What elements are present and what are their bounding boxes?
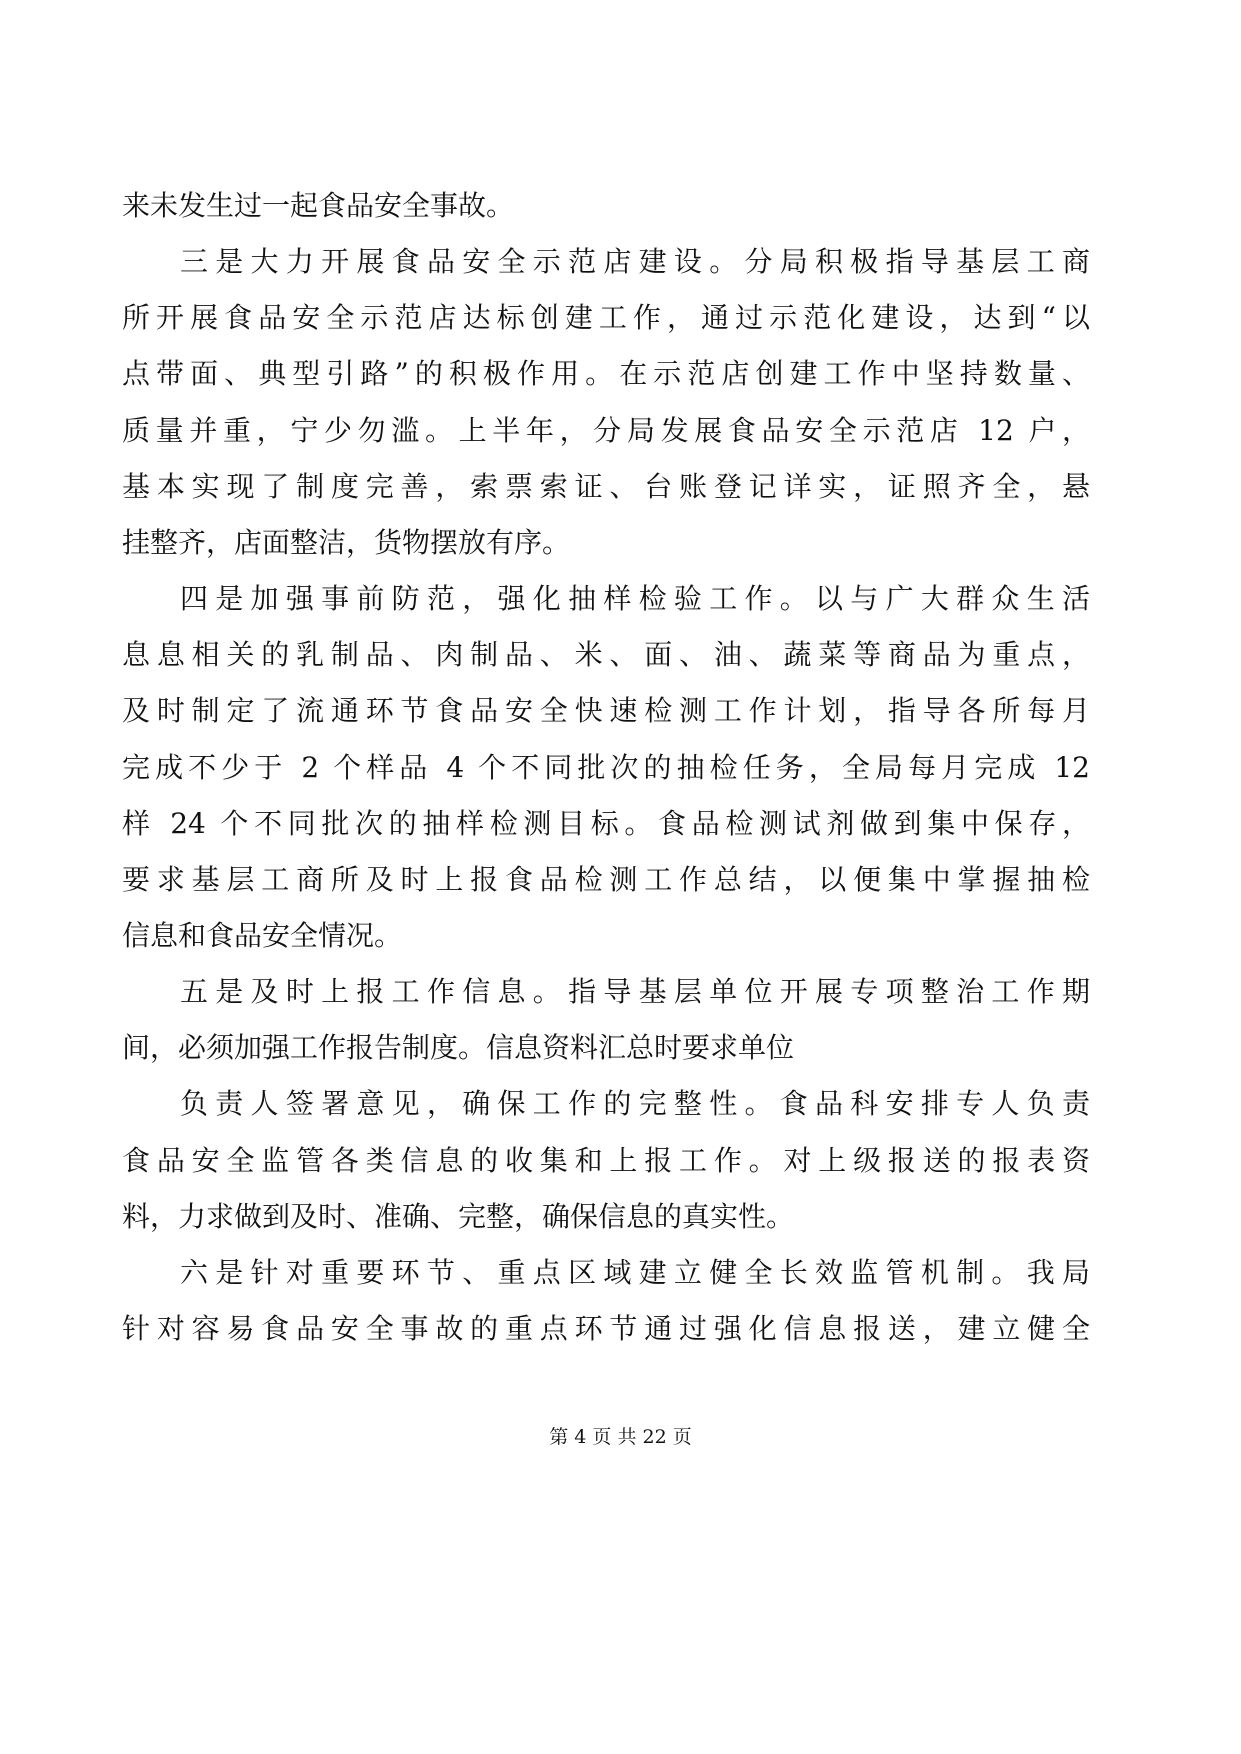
text-line: 料，力求做到及时、准确、完整，确保信息的真实性。 bbox=[122, 1199, 795, 1233]
text-line: 挂整齐，店面整洁，货物摆放有序。 bbox=[122, 525, 571, 559]
text-line: 及时制定了流通环节食品安全快速检测工作计划，指导各所每月 bbox=[122, 694, 1090, 728]
text-line: 来未发生过一起食品安全事故。 bbox=[122, 189, 515, 222]
text-line: 针对容易食品安全事故的重点环节通过强化信息报送，建立健全 bbox=[122, 1312, 1090, 1345]
text-line: 信息和食品安全情况。 bbox=[122, 918, 403, 952]
text-line: 食品安全监管各类信息的收集和上报工作。对上级报送的报表资 bbox=[122, 1143, 1090, 1177]
text-line: 质量并重，宁少勿滥。上半年，分局发展食品安全示范店 12 户， bbox=[122, 413, 1090, 447]
text-line: 五是及时上报工作信息。指导基层单位开展专项整治工作期 bbox=[180, 975, 1090, 1009]
text-line: 负责人签署意见，确保工作的完整性。食品科安排专人负责 bbox=[180, 1087, 1090, 1121]
text-line: 六是针对重要环节、重点区域建立健全长效监管机制。我局 bbox=[180, 1255, 1090, 1289]
text-line: 三是大力开展食品安全示范店建设。分局积极指导基层工商 bbox=[180, 245, 1090, 279]
text-line: 所开展食品安全示范店达标创建工作，通过示范化建设，达到“以 bbox=[122, 301, 1090, 335]
text-line: 间，必须加强工作报告制度。信息资料汇总时要求单位 bbox=[122, 1031, 795, 1065]
text-line: 四是加强事前防范，强化抽样检验工作。以与广大群众生活 bbox=[180, 582, 1090, 616]
text-line: 样 24 个不同批次的抽样检测目标。食品检测试剂做到集中保存， bbox=[122, 806, 1090, 840]
text-line: 基本实现了制度完善，索票索证、台账登记详实，证照齐全，悬 bbox=[122, 469, 1090, 503]
text-line: 息息相关的乳制品、肉制品、米、面、油、蔬菜等商品为重点， bbox=[122, 638, 1090, 672]
page-footer: 第 4 页 共 22 页 bbox=[549, 1426, 692, 1448]
text-line: 要求基层工商所及时上报食品检测工作总结，以便集中掌握抽检 bbox=[122, 862, 1090, 896]
text-line: 点带面、典型引路”的积极作用。在示范店创建工作中坚持数量、 bbox=[122, 357, 1090, 391]
text-line: 完成不少于 2 个样品 4 个不同批次的抽检任务，全局每月完成 12 bbox=[122, 750, 1090, 784]
